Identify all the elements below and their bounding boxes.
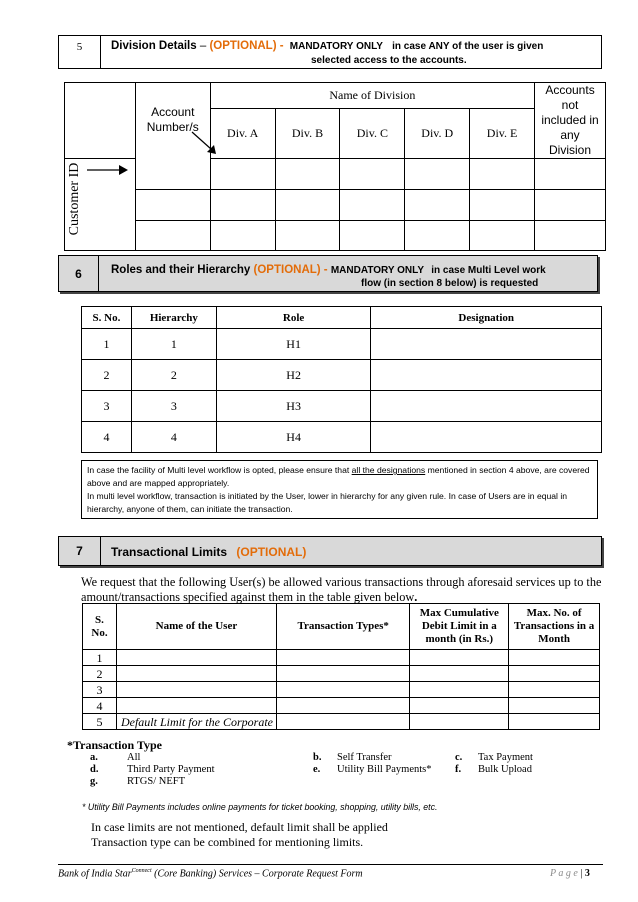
transactional-limits-table [82, 603, 600, 730]
limits-note-line1: In case limits are not mentioned, default limit shall be applied [91, 820, 388, 834]
div-c-header: Div. C [340, 109, 405, 159]
section-6-title: Roles and their Hierarchy [111, 264, 251, 276]
section-5-number: 5 [59, 36, 101, 68]
txn-count-cell[interactable] [509, 698, 600, 714]
roles-table [81, 306, 602, 453]
designation-cell[interactable] [371, 360, 602, 391]
section-7-title-line [111, 545, 306, 559]
table-row: 4 [83, 698, 600, 714]
div-e-header: Div. E [470, 109, 535, 159]
division-cell[interactable] [470, 159, 535, 190]
section-5-mandatory: MANDATORY ONLY [289, 41, 383, 52]
accounts-not-included-header: Accounts not included in any Division [535, 83, 606, 159]
division-cell[interactable] [275, 190, 340, 221]
page-number: P a g e | 3 [550, 868, 590, 879]
col-header-max-no: Max. No. of Transactions in a Month [509, 604, 600, 650]
txn-type-third-party: Third Party Payment [127, 764, 215, 775]
designation-cell[interactable] [371, 329, 602, 360]
division-cell[interactable] [405, 190, 470, 221]
col-header-types: Transaction Types* [276, 604, 410, 650]
transaction-type-cell[interactable] [276, 666, 410, 682]
division-cell[interactable] [535, 221, 606, 251]
footer-title: Bank of India Star$^{Connect}$ (Core Banking) Services – Corporate Request Form [58, 868, 363, 880]
section-6-optional: (OPTIONAL) - [253, 264, 328, 276]
debit-limit-cell[interactable] [410, 714, 509, 730]
txn-type-bulk-upload: Bulk Upload [478, 764, 532, 775]
section-6-header [58, 255, 598, 292]
designation-cell[interactable] [371, 391, 602, 422]
division-cell[interactable] [535, 190, 606, 221]
section-6-mandatory: MANDATORY ONLY [330, 265, 425, 276]
table-row: 3 3 H3 [82, 391, 602, 422]
section-6-title-line [111, 264, 546, 276]
division-cell[interactable] [210, 221, 275, 251]
transaction-type-heading: *Transaction Type [67, 738, 163, 752]
user-name-cell[interactable] [116, 682, 276, 698]
section-5-title-line: Division Details – (OPTIONAL) - MANDATORY ONLY in case ANY of the user is given [111, 40, 544, 52]
name-of-division-header: Name of Division [210, 83, 534, 109]
request-text: We request that the following User(s) be allowed various transactions through aforesaid services up to the amount/transactions specified against them in the table given below. [81, 575, 602, 604]
transaction-type-cell[interactable] [276, 698, 410, 714]
txn-type-rtgs-neft: RTGS/ NEFT [127, 776, 186, 787]
table-row: 1 1 H1 [82, 329, 602, 360]
section-6-number: 6 [59, 256, 99, 291]
section-7-title: Transactional Limits [111, 545, 228, 559]
txn-count-cell[interactable] [509, 650, 600, 666]
div-b-header: Div. B [275, 109, 340, 159]
division-cell[interactable] [275, 221, 340, 251]
transaction-type-cell[interactable] [276, 650, 410, 666]
customer-id-label: Customer ID [67, 162, 82, 236]
txn-count-cell[interactable] [509, 666, 600, 682]
transaction-type-list: a. All b. Self Transfer c. Tax Payment d. Third Party Payment e. Utility Bill Payments* f. Bulk Upload g. RTGS/ NEFT [90, 752, 560, 788]
div-a-header: Div. A [210, 109, 275, 159]
division-cell[interactable] [210, 159, 275, 190]
transaction-type-cell[interactable] [276, 714, 410, 730]
debit-limit-cell[interactable] [410, 650, 509, 666]
division-cell[interactable] [535, 159, 606, 190]
section-6-note-line2: flow (in section 8 below) is requested [361, 278, 539, 289]
transaction-type-cell[interactable] [276, 682, 410, 698]
limits-note-line2: Transaction type can be combined for mentioning limits. [91, 835, 364, 849]
multi-level-workflow-note: In case the facility of Multi level workflow is opted, please ensure that all the designations mentioned in section 4 above, are covered above and are mapped appropriately. In multi level workflow, transaction is initiated by the User, lower in hierarchy for any given rule. In case of Users are in equal in hierarchy, anyone of them, can initiate the transaction. [81, 460, 598, 519]
division-cell[interactable] [470, 190, 535, 221]
table-row: 4 4 H4 [82, 422, 602, 453]
debit-limit-cell[interactable] [410, 698, 509, 714]
division-table-corner [65, 83, 136, 159]
section-5-note: in case ANY of the user is given [392, 41, 544, 52]
user-name-cell[interactable] [116, 666, 276, 682]
division-cell[interactable] [340, 221, 405, 251]
debit-limit-cell[interactable] [410, 682, 509, 698]
division-cell[interactable] [405, 221, 470, 251]
footer-rule [58, 864, 603, 865]
division-cell[interactable] [135, 221, 210, 251]
table-row: 3 [83, 682, 600, 698]
account-number-header: Account Number/s [135, 83, 210, 159]
section-5-header [58, 35, 602, 69]
utility-bill-note: * Utility Bill Payments includes online payments for ticket booking, shopping, utility bills, etc. [82, 802, 438, 812]
txn-type-utility-bill: Utility Bill Payments* [337, 764, 432, 775]
section-5-note-line2: selected access to the accounts. [311, 55, 467, 66]
col-header-role: Role [216, 307, 371, 329]
table-row: 2 [83, 666, 600, 682]
txn-count-cell[interactable] [509, 682, 600, 698]
debit-limit-cell[interactable] [410, 666, 509, 682]
user-name-cell[interactable] [116, 698, 276, 714]
diagonal-arrow-icon [190, 128, 220, 158]
col-header-max-debit: Max Cumulative Debit Limit in a month (in Rs.) [410, 604, 509, 650]
col-header-user: Name of the User [116, 604, 276, 650]
designation-cell[interactable] [371, 422, 602, 453]
section-7-number: 7 [59, 537, 101, 565]
txn-type-self-transfer: Self Transfer [337, 752, 392, 763]
customer-id-cell [65, 159, 85, 251]
txn-type-all: All [127, 752, 141, 763]
division-table [64, 82, 606, 251]
division-cell[interactable] [470, 221, 535, 251]
arrow-icon [85, 160, 130, 180]
division-cell[interactable] [405, 159, 470, 190]
table-row: 5 Default Limit for the Corporate [83, 714, 600, 730]
section-7-optional: (OPTIONAL) [236, 545, 307, 559]
division-cell[interactable] [210, 190, 275, 221]
division-cell[interactable] [275, 159, 340, 190]
section-7-header [58, 536, 602, 566]
division-cell[interactable] [340, 159, 405, 190]
division-cell[interactable] [340, 190, 405, 221]
user-name-cell[interactable] [116, 650, 276, 666]
col-header-designation: Designation [371, 307, 602, 329]
col-header-hierarchy: Hierarchy [131, 307, 216, 329]
section-6-note: in case Multi Level work [431, 265, 546, 276]
table-row: 1 [83, 650, 600, 666]
col-header-sno: S. No. [83, 604, 117, 650]
table-row: 2 2 H2 [82, 360, 602, 391]
col-header-sno: S. No. [82, 307, 132, 329]
division-cell[interactable] [135, 190, 210, 221]
txn-count-cell[interactable] [509, 714, 600, 730]
div-d-header: Div. D [405, 109, 470, 159]
section-5-optional: (OPTIONAL) - [209, 40, 284, 52]
txn-type-tax-payment: Tax Payment [478, 752, 533, 763]
section-5-title: Division Details [111, 40, 197, 52]
division-cell[interactable] [135, 159, 210, 190]
default-limit-cell: Default Limit for the Corporate [116, 714, 276, 730]
